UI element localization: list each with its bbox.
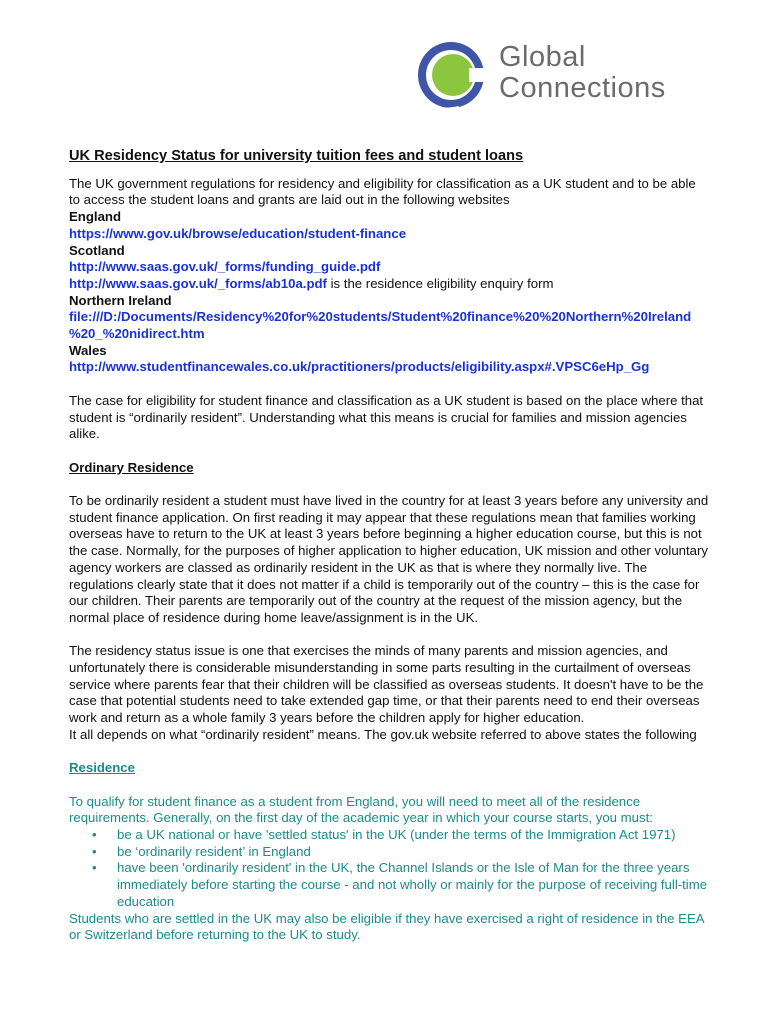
logo-wordmark — [499, 42, 666, 104]
page-title: UK Residency Status for university tuition fees and student loans — [69, 148, 524, 164]
requirement-text: have been 'ordinarily resident' in the UK, the Channel Islands or the Isle of Man for the three years immediately before starting the course - and not wholly or mainly for the purpose of receiving full-time education — [117, 860, 708, 909]
list-item — [92, 827, 709, 844]
logo-mark-icon — [413, 38, 489, 112]
case-paragraph: The case for eligibility for student finance and classification as a UK student is based on the place where that student is “ordinarily resident”. Understanding what this means is crucial for families and mission agencies alike. — [69, 392, 704, 442]
depends-line: It all depends on what “ordinarily resident” means. The gov.uk website referred to above states the following — [69, 726, 697, 742]
logo-line-2: Connections — [499, 72, 666, 104]
global-connections-logo — [413, 38, 713, 112]
bullet-icon: • — [92, 860, 97, 876]
residence-requirements-list — [69, 827, 709, 911]
residence-intro: To qualify for student finance as a student from England, you will need to meet all of the residence requirements. Generally, on the first day of the academic year in which your course starts, you must: — [69, 793, 653, 826]
link-wales-eligibility[interactable]: http://www.studentfinancewales.co.uk/practitioners/products/eligibility.aspx#.VPSC6eHp_Gg — [69, 359, 650, 375]
link-scotland-ab10a[interactable]: http://www.saas.gov.uk/_forms/ab10a.pdf — [69, 275, 327, 291]
logo-line-1: Global — [499, 41, 586, 73]
link-northern-ireland[interactable]: file:///D:/Documents/Residency%20for%20students/Student%20finance%20%20Northern%20Ireland %20_%20nidirect.htm — [69, 309, 692, 342]
ordinary-residence-heading: Ordinary Residence — [69, 459, 194, 475]
requirement-text: be a UK national or have 'settled status' in the UK (under the terms of the Immigration Act 1971) — [117, 827, 676, 843]
requirement-text: be ‘ordinarily resident’ in England — [117, 843, 311, 859]
list-item — [92, 843, 709, 861]
region-heading-northern-ireland: Northern Ireland — [69, 292, 172, 308]
bullet-icon: • — [92, 827, 97, 843]
eea-paragraph: Students who are settled in the UK may also be eligible if they have exercised a right of residence in the EEA or Switzerland before returning to the UK to study. — [69, 910, 704, 943]
document-body — [69, 148, 709, 944]
intro-paragraph: The UK government regulations for residency and eligibility for classification as a UK student and to be able to access the student loans and grants are laid out in the following websites — [69, 175, 696, 208]
scotland-link-note: is the residence eligibility enquiry form — [326, 275, 554, 291]
ordinary-residence-paragraph: To be ordinarily resident a student must have lived in the country for at least 3 years before any university and student finance application. On first reading it may appear that these regulations mean that families working overseas have to return to the UK at least 3 years before beginning a higher education course, but this is not the case. Normally, for the purposes of higher application to higher education, UK mission and other voluntary agency workers are classed as ordinarily resident in the UK as that is where they normally live. The regulations clearly state that it does not matter if a child is temporarily out of the country – this is the case for our children. Their parents are temporarily out of the country at the request of the mission agency, but the normal place of residence during home leave/assignment is in the UK. — [69, 493, 709, 625]
region-heading-wales: Wales — [69, 342, 107, 358]
residence-heading: Residence — [69, 760, 135, 776]
link-england-student-finance[interactable]: https://www.gov.uk/browse/education/student-finance — [69, 225, 407, 241]
region-heading-scotland: Scotland — [69, 242, 125, 258]
list-item — [92, 860, 709, 910]
bullet-icon: • — [92, 843, 97, 859]
link-scotland-funding-guide[interactable]: http://www.saas.gov.uk/_forms/funding_guide.pdf — [69, 259, 381, 275]
region-heading-england: England — [69, 209, 122, 225]
residency-issue-paragraph: The residency status issue is one that exercises the minds of many parents and mission agencies, and unfortunately there is considerable misunderstanding in some parts resulting in the curtailment of overseas service where parents fear that their children will be classified as overseas students. It doesn't have to be the case that potential students need to take extended gap time, or that their parents need to end their overseas work and return as a whole family 3 years before the children apply for higher education. — [69, 643, 704, 726]
